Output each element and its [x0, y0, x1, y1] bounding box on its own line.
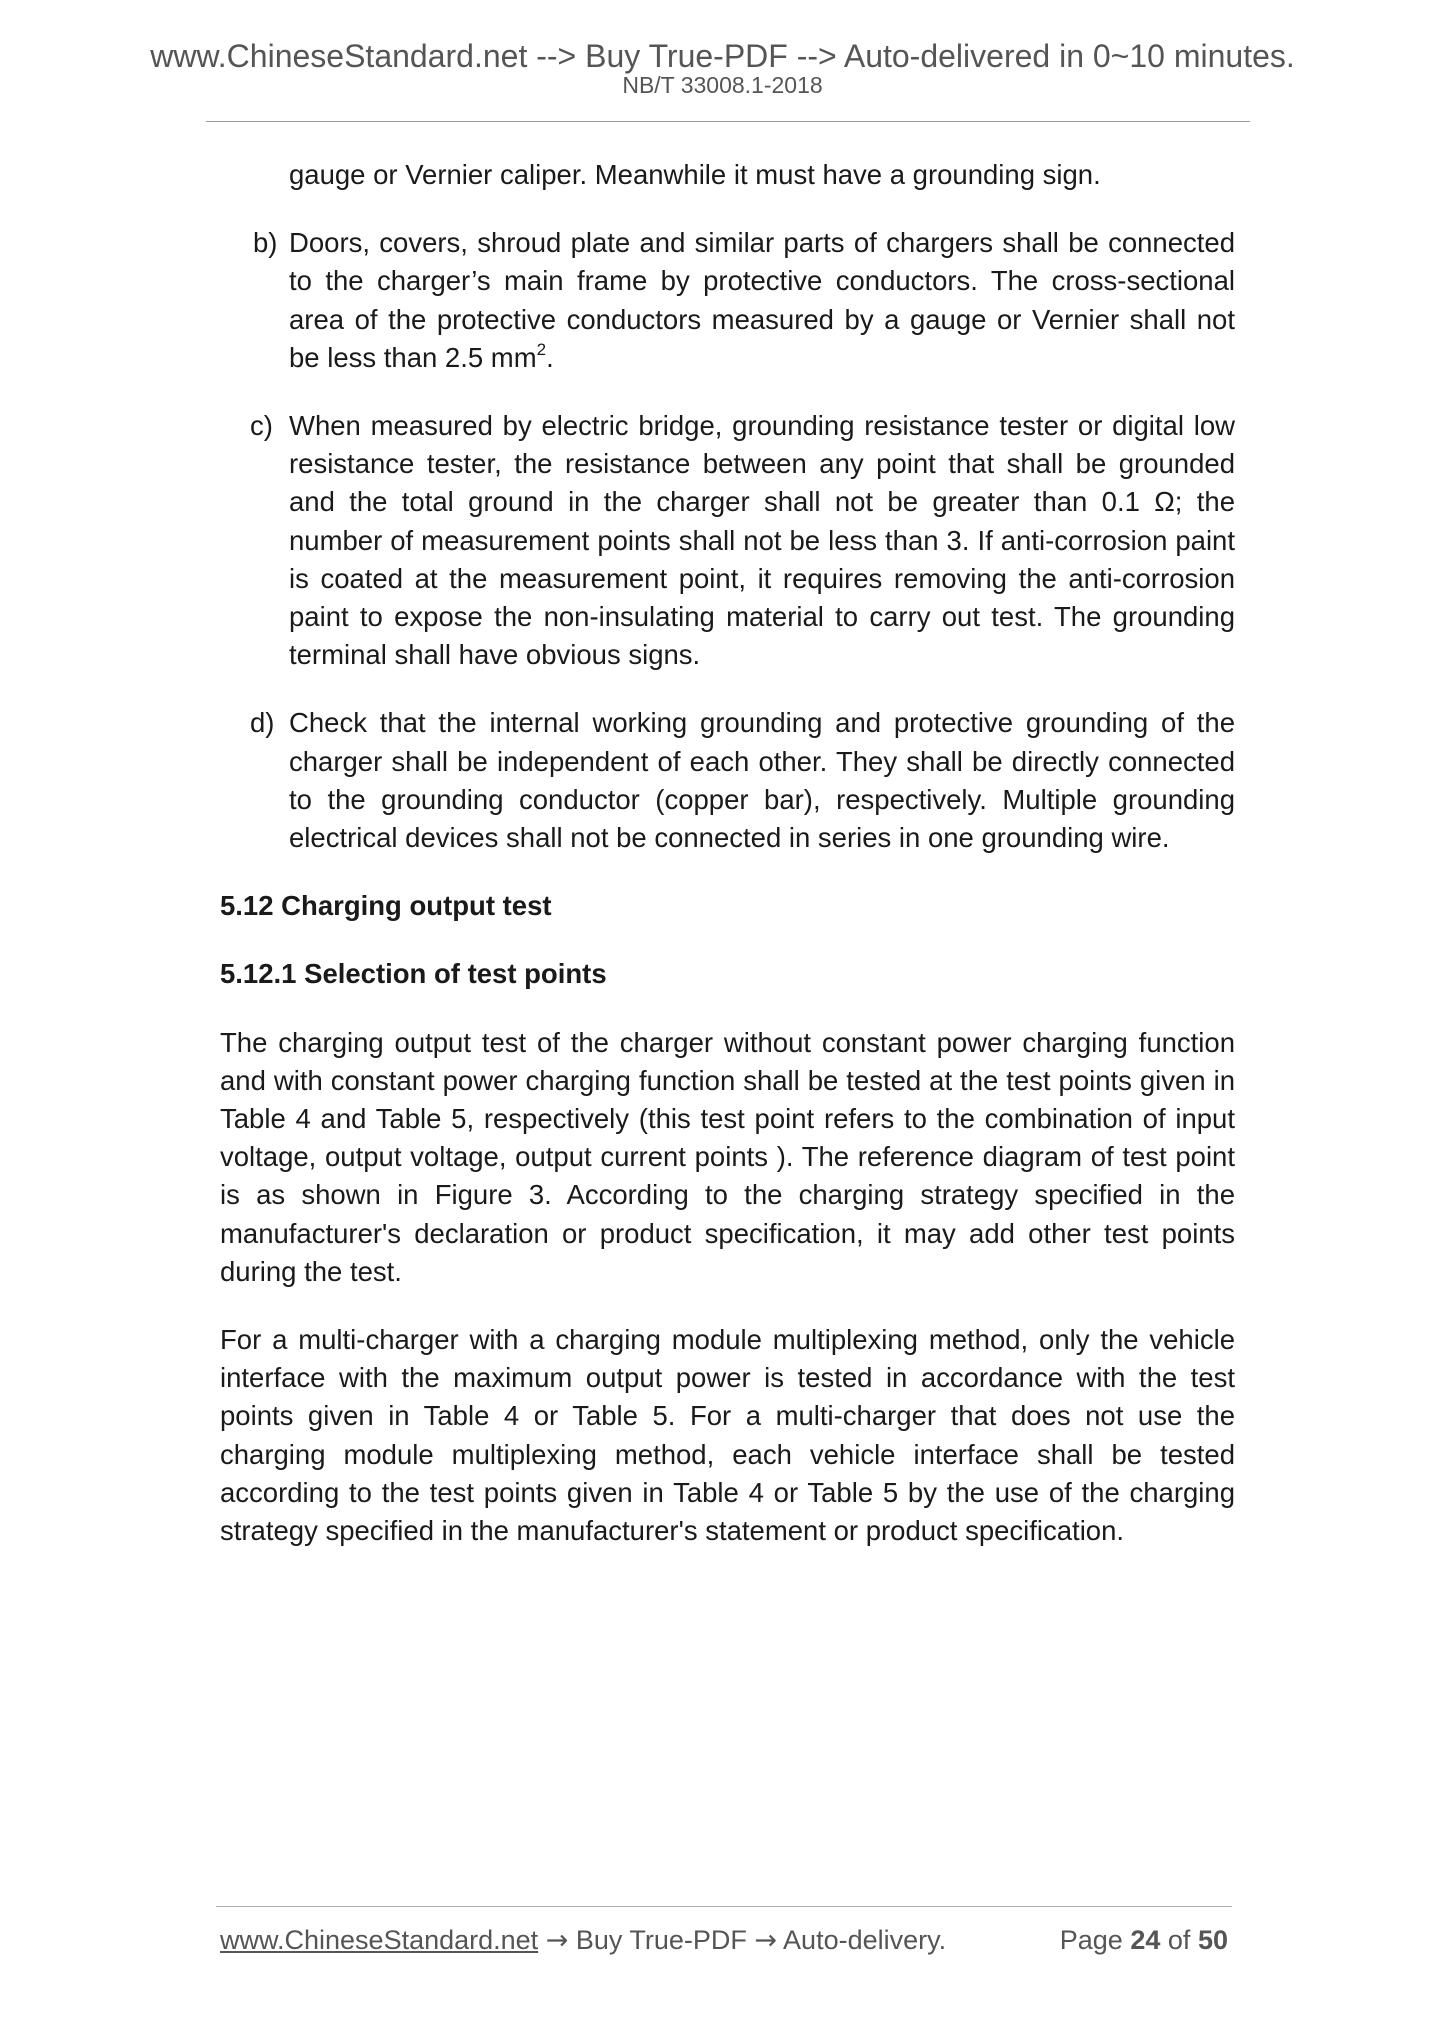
superscript-2: 2 — [536, 339, 547, 359]
list-item-d — [220, 704, 1235, 857]
list-item-b-text: Doors, covers, shroud plate and similar parts of chargers shall be connected to the charger’s main frame by protective conductors. The cross-sectional area of the protective conductors measured by a gauge or Vernier shall not be less than 2.5 mm — [289, 227, 1235, 373]
list-item-c — [220, 407, 1235, 674]
body-paragraph-1: The charging output test of the charger without constant power charging function and with constant power charging function shall be tested at the test points given in Table 4 and Table 5, respectively (this test point refers to the combination of input voltage, output voltage, output current points ). The reference diagram of test point is as shown in Figure 3. According to the charging strategy specified in the manufacturer's declaration or product specification, it may add other test points during the test. — [220, 1026, 1235, 1287]
subsection-heading: 5.12.1 Selection of test points — [220, 958, 607, 990]
list-marker-c: c) — [250, 410, 273, 442]
arrow-right-icon: → — [754, 1925, 778, 1956]
body-paragraph-2: For a multi-charger with a charging module multiplexing method, only the vehicle interface with the maximum output power is tested in accordance with the test points given in Table 4 or Table 5. For a multi-charger that does not use the charging module multiplexing method, each vehicle interface shall be tested according to the test points given in Table 4 or Table 5 by the use of the charging strategy specified in the manufacturer's statement or product specification. — [220, 1324, 1235, 1547]
list-item-b — [220, 224, 1235, 377]
list-marker-d: d) — [250, 707, 275, 739]
footer-links — [220, 1923, 946, 1958]
header-divider — [206, 121, 1250, 122]
page-indicator — [1060, 1923, 1228, 1957]
arrow-right-icon: → — [545, 1925, 569, 1956]
standard-code: NB/T 33008.1-2018 — [622, 72, 823, 98]
section-heading: 5.12 Charging output test — [220, 890, 552, 922]
page-label: Page — [1059, 1925, 1123, 1955]
footer-site-link[interactable]: www.ChineseStandard.net — [220, 1925, 539, 1955]
page-number: 24 — [1130, 1925, 1161, 1955]
list-item-b-tail: . — [546, 341, 554, 373]
footer-buy-text: Buy True-PDF — [575, 1925, 747, 1955]
total-pages: 50 — [1197, 1925, 1228, 1955]
footer-delivery-text: Auto-delivery. — [783, 1925, 947, 1955]
list-item-d-text: Check that the internal working grounding and protective grounding of the charger shall be independent of each other. They shall be directly connected to the grounding conductor (copper bar), respectively. Multiple grounding electrical devices shall not be connected in series in one grounding wire. — [289, 707, 1235, 854]
page-footer — [220, 1923, 1232, 1957]
footer-divider — [216, 1906, 1232, 1907]
document-body — [220, 156, 1235, 1580]
continuation-paragraph: gauge or Vernier caliper. Meanwhile it must have a grounding sign. — [289, 159, 1101, 190]
top-banner: www.ChineseStandard.net --> Buy True-PDF --> Auto-delivered in 0~10 minutes. — [150, 38, 1295, 74]
list-marker-b: b) — [253, 227, 278, 259]
list-item-c-text: When measured by electric bridge, grounding resistance tester or digital low resistance tester, the resistance between any point that shall be grounded and the total ground in the charger shall not be greater than 0.1 Ω; the number of measurement points shall not be less than 3. If anti-corrosion paint is coated at the measurement point, it requires removing the anti-corrosion paint to expose the non-insulating material to carry out test. The grounding terminal shall have obvious signs. — [289, 410, 1235, 671]
of-label: of — [1167, 1925, 1191, 1955]
